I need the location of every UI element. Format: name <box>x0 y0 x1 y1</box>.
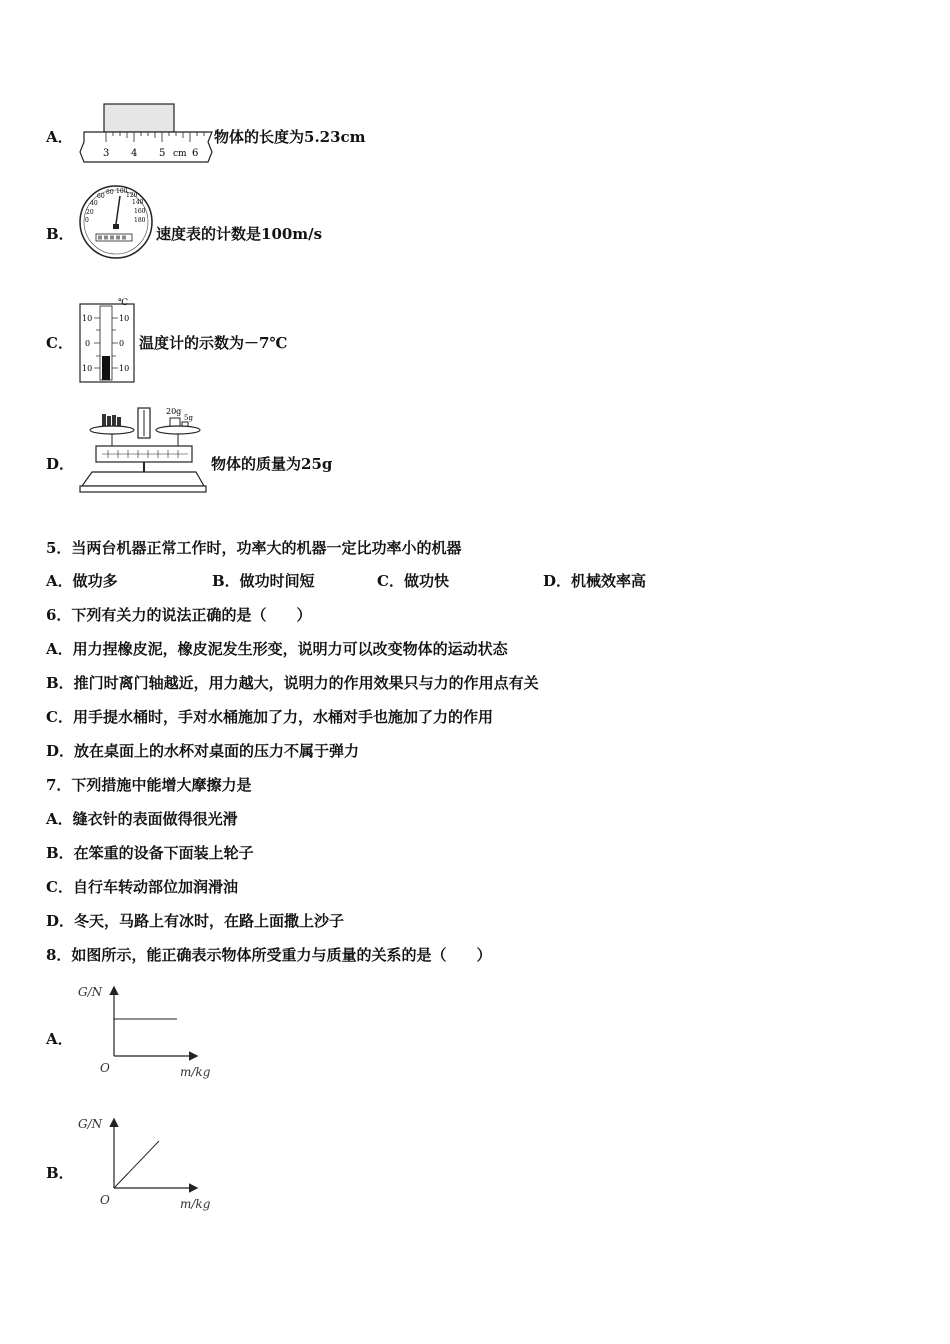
scale-label: 0 <box>85 339 91 348</box>
question-8-stem: 8．如图所示，能正确表示物体所受重力与质量的关系的是（ ） <box>46 946 492 964</box>
dial-number: 20 <box>86 209 94 216</box>
scale-label: 0 <box>119 339 125 348</box>
ruler-figure <box>76 102 216 164</box>
weight-label: 5g <box>184 414 193 422</box>
dial-number: 60 <box>97 193 105 200</box>
weight-label: 20g <box>166 407 182 416</box>
graph-line <box>114 1141 159 1188</box>
option-text: 物体的长度为5.23cm <box>214 128 366 146</box>
dial-number: 0 <box>85 217 89 224</box>
choice-d[interactable]: D．冬天，马路上有冰时，在路上面撒上沙子 <box>46 912 345 930</box>
choice-b[interactable]: B．推门时离门轴越近，用力越大，说明力的作用效果只与力的作用点有关 <box>46 674 539 692</box>
temperature-unit: ℃ <box>118 298 129 308</box>
dial-number: 40 <box>90 200 98 207</box>
choice-d[interactable]: D．机械效率高 <box>543 572 647 590</box>
choice-b[interactable]: B． <box>46 1164 74 1182</box>
dial-number: 160 <box>134 208 146 215</box>
ruler-tick-label: 6 <box>192 148 199 159</box>
thermometer-figure <box>76 296 138 384</box>
scale-label: 10 <box>82 314 93 323</box>
y-axis-label: G/N <box>78 1117 103 1131</box>
choice-c[interactable]: C．做功快 <box>377 572 449 590</box>
dial-number: 120 <box>126 192 138 199</box>
choice-a[interactable]: A．用力捏橡皮泥，橡皮泥发生形变，说明力可以改变物体的运动状态 <box>46 640 508 658</box>
option-label: A． <box>46 128 73 146</box>
option-text: 速度表的计数是100m/s <box>156 225 323 243</box>
ruler-tick-label: 3 <box>103 148 110 159</box>
choice-a[interactable]: A．做功多 <box>46 572 118 590</box>
left-pan <box>90 426 134 434</box>
choice-b[interactable]: B．在笨重的设备下面装上轮子 <box>46 844 254 862</box>
speedometer-figure <box>76 184 156 262</box>
dial-number: 100 <box>116 188 128 195</box>
x-axis-label: m/kg <box>180 1065 211 1079</box>
origin-label: O <box>100 1061 110 1075</box>
question-6-stem: 6．下列有关力的说法正确的是（ ） <box>46 606 312 624</box>
origin-label: O <box>100 1193 110 1207</box>
choice-a[interactable]: A．缝衣针的表面做得很光滑 <box>46 810 238 828</box>
choice-c[interactable]: C．自行车转动部位加润滑油 <box>46 878 238 896</box>
base <box>82 472 204 486</box>
graph-b <box>74 1112 224 1216</box>
dial-number: 140 <box>132 199 144 206</box>
measured-block <box>104 104 174 132</box>
dial-number: 180 <box>134 217 146 224</box>
choice-c[interactable]: C．用手提水桶时，手对水桶施加了力，水桶对手也施加了力的作用 <box>46 708 493 726</box>
mercury-column <box>102 356 110 380</box>
option-label: C． <box>46 334 73 352</box>
graph-a <box>74 980 224 1084</box>
x-axis-label: m/kg <box>180 1197 211 1211</box>
scale-label: 10 <box>82 364 93 373</box>
choice-d[interactable]: D．放在桌面上的水杯对桌面的压力不属于弹力 <box>46 742 360 760</box>
option-text: 温度计的示数为－7℃ <box>139 334 288 352</box>
y-axis-label: G/N <box>78 985 103 999</box>
question-7-stem: 7．下列措施中能增大摩擦力是 <box>46 776 252 794</box>
choice-a[interactable]: A． <box>46 1030 73 1048</box>
balance-figure <box>78 402 208 502</box>
dial-number: 80 <box>106 189 114 196</box>
option-label: B． <box>46 225 74 243</box>
scale-label: 10 <box>119 314 130 323</box>
ruler-unit-label: cm <box>173 149 187 159</box>
right-pan <box>156 426 200 434</box>
ruler-tick-label: 5 <box>159 148 166 159</box>
scale-label: 10 <box>119 364 130 373</box>
option-label: D． <box>46 455 75 473</box>
ruler-tick-label: 4 <box>131 148 138 159</box>
option-text: 物体的质量为25g <box>211 455 333 473</box>
choice-b[interactable]: B．做功时间短 <box>212 572 315 590</box>
question-5-stem: 5．当两台机器正常工作时，功率大的机器一定比功率小的机器 <box>46 539 462 557</box>
